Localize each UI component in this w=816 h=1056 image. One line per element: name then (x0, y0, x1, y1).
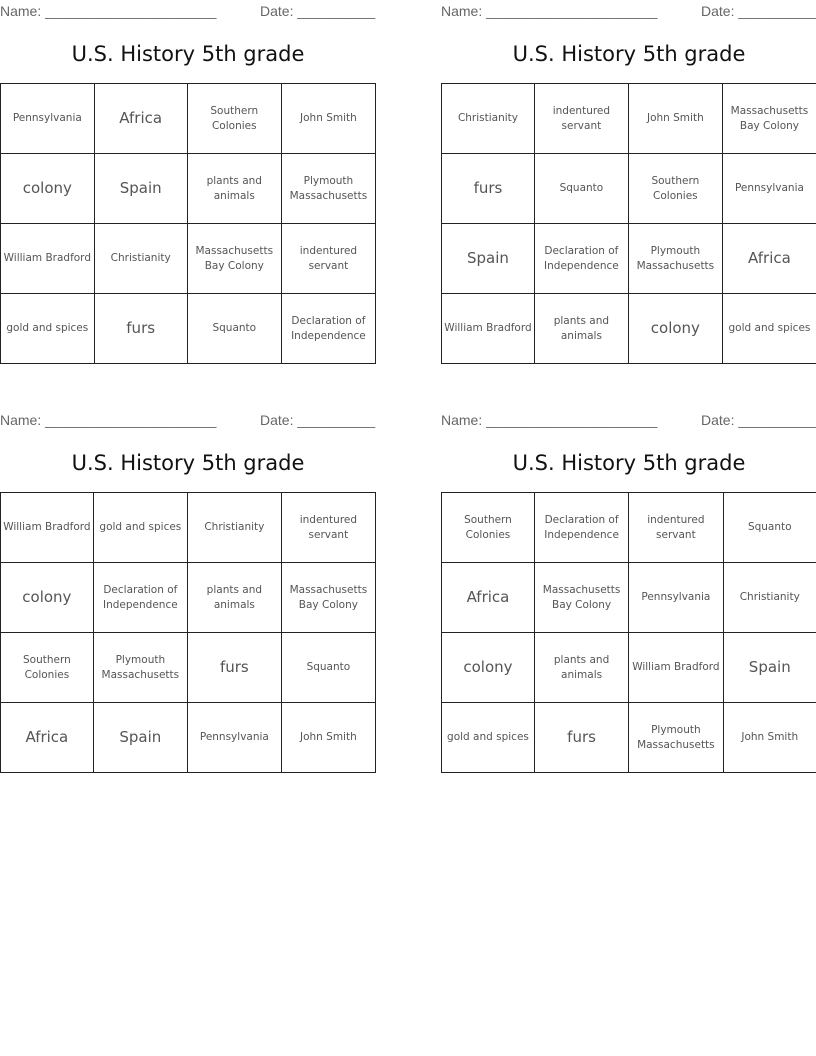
grid-row (1, 224, 376, 294)
grid-row (1, 563, 376, 633)
card-title: U.S. History 5th grade (71, 451, 305, 475)
grid-cell: Christianity (187, 493, 281, 563)
bingo-grid (441, 83, 816, 364)
grid-cell: William Bradford (442, 294, 535, 364)
grid-row (442, 563, 816, 633)
name-field-label: Name: ______________________ (441, 3, 658, 19)
grid-row (1, 84, 376, 154)
grid-cell: Spain (93, 703, 187, 773)
grid-cell: gold and spices (442, 703, 535, 773)
grid-row (442, 703, 816, 773)
grid-cell: Plymouth Massachusetts (281, 154, 375, 224)
grid-cell: Spain (94, 154, 187, 224)
bingo-grid (441, 492, 816, 773)
grid-cell: indentured servant (534, 84, 628, 154)
grid-cell: plants and animals (187, 563, 281, 633)
name-date-line (0, 409, 376, 429)
grid-cell: John Smith (281, 703, 375, 773)
grid-cell: indentured servant (281, 224, 375, 294)
date-field-label: Date: __________ (260, 3, 376, 19)
grid-cell: colony (1, 563, 94, 633)
grid-cell: Declaration of Independence (93, 563, 187, 633)
grid-cell: Plymouth Massachusetts (628, 224, 722, 294)
card-title: U.S. History 5th grade (512, 451, 746, 475)
grid-cell: plants and animals (187, 154, 281, 224)
grid-cell: Squanto (723, 493, 816, 563)
grid-row (442, 493, 816, 563)
name-field-label: Name: ______________________ (0, 3, 217, 19)
grid-cell: Africa (1, 703, 94, 773)
grid-cell: Massachusetts Bay Colony (722, 84, 816, 154)
grid-cell: gold and spices (722, 294, 816, 364)
date-field-label: Date: __________ (701, 3, 816, 19)
grid-cell: colony (628, 294, 722, 364)
grid-row (442, 154, 816, 224)
grid-cell: Declaration of Independence (281, 294, 375, 364)
grid-cell: Pennsylvania (187, 703, 281, 773)
grid-row (1, 154, 376, 224)
grid-cell: Squanto (534, 154, 628, 224)
grid-cell: Southern Colonies (187, 84, 281, 154)
grid-cell: Christianity (442, 84, 535, 154)
grid-row (442, 294, 816, 364)
grid-cell: Southern Colonies (442, 493, 535, 563)
grid-row (1, 493, 376, 563)
grid-cell: Southern Colonies (628, 154, 722, 224)
grid-cell: indentured servant (629, 493, 723, 563)
grid-cell: John Smith (628, 84, 722, 154)
grid-cell: Africa (94, 84, 187, 154)
grid-cell: John Smith (281, 84, 375, 154)
card-title: U.S. History 5th grade (512, 42, 746, 66)
grid-cell: furs (187, 633, 281, 703)
name-field-label: Name: ______________________ (0, 412, 217, 428)
grid-cell: Christianity (723, 563, 816, 633)
grid-cell: Pennsylvania (629, 563, 723, 633)
grid-cell: plants and animals (534, 294, 628, 364)
grid-cell: plants and animals (534, 633, 628, 703)
grid-cell: Southern Colonies (1, 633, 94, 703)
name-date-line (441, 0, 816, 20)
grid-cell: Africa (722, 224, 816, 294)
grid-cell: Squanto (281, 633, 375, 703)
grid-cell: Declaration of Independence (534, 493, 628, 563)
grid-cell: Plymouth Massachusetts (629, 703, 723, 773)
grid-cell: William Bradford (1, 493, 94, 563)
card-title: U.S. History 5th grade (71, 42, 305, 66)
name-date-line (441, 409, 816, 429)
grid-cell: gold and spices (93, 493, 187, 563)
date-field-label: Date: __________ (260, 412, 376, 428)
name-field-label: Name: ______________________ (441, 412, 658, 428)
grid-cell: colony (1, 154, 95, 224)
grid-row (1, 633, 376, 703)
grid-cell: colony (442, 633, 535, 703)
name-date-line (0, 0, 376, 20)
grid-cell: gold and spices (1, 294, 95, 364)
grid-cell: William Bradford (1, 224, 95, 294)
grid-cell: Spain (442, 224, 535, 294)
grid-cell: Massachusetts Bay Colony (281, 563, 375, 633)
grid-cell: Massachusetts Bay Colony (187, 224, 281, 294)
grid-cell: Plymouth Massachusetts (93, 633, 187, 703)
grid-cell: Africa (442, 563, 535, 633)
grid-cell: John Smith (723, 703, 816, 773)
grid-cell: Pennsylvania (722, 154, 816, 224)
grid-row (1, 294, 376, 364)
grid-cell: Squanto (187, 294, 281, 364)
grid-cell: furs (94, 294, 187, 364)
grid-cell: Pennsylvania (1, 84, 95, 154)
bingo-grid (0, 83, 376, 364)
date-field-label: Date: __________ (701, 412, 816, 428)
grid-row (442, 633, 816, 703)
grid-cell: Massachusetts Bay Colony (534, 563, 628, 633)
grid-row (442, 224, 816, 294)
grid-cell: Declaration of Independence (534, 224, 628, 294)
grid-cell: Spain (723, 633, 816, 703)
grid-cell: William Bradford (629, 633, 723, 703)
grid-cell: furs (442, 154, 535, 224)
grid-cell: Christianity (94, 224, 187, 294)
grid-row (442, 84, 816, 154)
bingo-grid (0, 492, 376, 773)
grid-cell: furs (534, 703, 628, 773)
grid-row (1, 703, 376, 773)
grid-cell: indentured servant (281, 493, 375, 563)
